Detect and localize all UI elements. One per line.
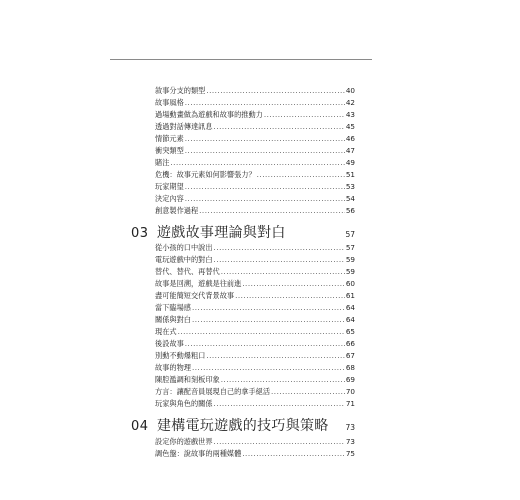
toc-entry-title: 透過對話傳達訊息 (155, 122, 213, 131)
toc-entry[interactable] (155, 145, 355, 157)
toc-entry[interactable] (155, 85, 355, 97)
toc-entry-title: 當下臨場感 (155, 303, 191, 312)
toc-entry-title: 故事風格 (155, 98, 184, 107)
toc-entry-page: 40 (345, 86, 355, 95)
toc-entry[interactable] (155, 314, 355, 326)
toc-entry-title: 電玩遊戲中的對白 (155, 255, 213, 264)
toc-entry-title: 決定內容 (155, 194, 184, 203)
leader-dots (214, 121, 345, 133)
toc-entry-page: 51 (345, 170, 355, 179)
toc-entry-page: 65 (345, 327, 355, 336)
toc-entry[interactable] (155, 374, 355, 386)
chapter-number: 03 (131, 226, 149, 241)
toc-entry-title: 賭注 (155, 158, 170, 167)
toc-entry[interactable] (155, 181, 355, 193)
leader-dots (170, 157, 344, 169)
toc-entry[interactable] (155, 338, 355, 350)
toc-entry-title: 創意製作過程 (155, 206, 199, 215)
leader-dots (271, 386, 345, 398)
toc-entry-page: 47 (345, 146, 355, 155)
chapter-title: 建構電玩遊戲的技巧與策略 (157, 418, 329, 434)
toc-entry[interactable] (155, 169, 355, 181)
leader-dots (185, 181, 345, 193)
chapter-page: 57 (345, 230, 355, 239)
toc-entry[interactable] (155, 121, 355, 133)
toc-entry-title: 現在式 (155, 327, 177, 336)
toc-entry[interactable] (155, 254, 355, 266)
toc-entry-page: 59 (345, 267, 355, 276)
toc-entry[interactable] (155, 193, 355, 205)
toc-entry[interactable] (155, 350, 355, 362)
toc-list-chapter-04 (155, 436, 355, 460)
leader-dots (214, 398, 345, 410)
toc-list-previous-chapter (155, 85, 355, 217)
toc-entry-page: 57 (345, 243, 355, 252)
leader-dots (221, 266, 345, 278)
toc-entry-title: 情節元素 (155, 134, 184, 143)
toc-entry-title: 故事的物理 (155, 363, 191, 372)
leader-dots (178, 326, 345, 338)
toc-entry[interactable] (155, 302, 355, 314)
toc-entry[interactable] (155, 266, 355, 278)
toc-entry-page: 59 (345, 255, 355, 264)
toc-entry-title: 危機：故事元素如何影響張力？ (155, 170, 256, 179)
leader-dots (192, 314, 345, 326)
toc-entry-page: 43 (345, 110, 355, 119)
toc-entry[interactable] (155, 109, 355, 121)
leader-dots (214, 436, 345, 448)
toc-entry-page: 75 (345, 449, 355, 458)
toc-entry[interactable] (155, 242, 355, 254)
toc-entry-page: 66 (345, 339, 355, 348)
toc-entry-title: 從小孩的口中說出 (155, 243, 213, 252)
toc-entry-title: 設定你的遊戲世界 (155, 437, 213, 446)
toc-entry-page: 67 (345, 351, 355, 360)
chapter-heading-03[interactable] (131, 222, 355, 242)
leader-dots (206, 85, 345, 97)
toc-entry-page: 64 (345, 315, 355, 324)
toc-entry-page: 42 (345, 98, 355, 107)
toc-entry-title: 盡可能簡短交代背景故事 (155, 291, 235, 300)
leader-dots (185, 145, 345, 157)
toc-entry-page: 70 (345, 387, 355, 396)
toc-entry-title: 過場動畫做為遊戲和故事的推動力 (155, 110, 263, 119)
leader-dots (264, 109, 345, 121)
toc-entry-title: 衝突類型 (155, 146, 184, 155)
chapter-number: 04 (131, 419, 149, 434)
leader-dots (185, 338, 345, 350)
toc-entry-title: 故事是回溯，遊戲是往前進 (155, 279, 242, 288)
toc-entry-title: 玩家期望 (155, 182, 184, 191)
header-rule (110, 59, 372, 60)
toc-entry-page: 56 (345, 206, 355, 215)
toc-entry-title: 別動不動爆粗口 (155, 351, 206, 360)
toc-list-chapter-03 (155, 242, 355, 410)
leader-dots (242, 448, 345, 460)
toc-entry-title: 陳腔濫調和刻板印象 (155, 375, 220, 384)
toc-entry[interactable] (155, 448, 355, 460)
leader-dots (206, 350, 345, 362)
toc-entry[interactable] (155, 362, 355, 374)
leader-dots (235, 290, 345, 302)
leader-dots (192, 362, 345, 374)
toc-entry-page: 49 (345, 158, 355, 167)
toc-entry[interactable] (155, 133, 355, 145)
toc-entry-title: 玩家與角色的關係 (155, 399, 213, 408)
leader-dots (214, 242, 345, 254)
toc-entry-page: 53 (345, 182, 355, 191)
toc-entry[interactable] (155, 290, 355, 302)
leader-dots (257, 169, 345, 181)
chapter-heading-04[interactable] (131, 415, 355, 435)
toc-entry-page: 46 (345, 134, 355, 143)
toc-entry-page: 64 (345, 303, 355, 312)
toc-entry[interactable] (155, 386, 355, 398)
leader-dots (185, 193, 345, 205)
toc-entry-title: 關係與對白 (155, 315, 191, 324)
toc-entry-page: 54 (345, 194, 355, 203)
toc-entry-title: 替代、替代、再替代 (155, 267, 220, 276)
leader-dots (214, 254, 345, 266)
chapter-title: 遊戲故事理論與對白 (157, 225, 286, 241)
toc-entry-title: 後設故事 (155, 339, 184, 348)
toc-entry[interactable] (155, 398, 355, 410)
toc-entry-page: 61 (345, 291, 355, 300)
toc-entry[interactable] (155, 205, 355, 217)
toc-entry[interactable] (155, 97, 355, 109)
toc-entry-title: 調色盤：說故事的兩種媒體 (155, 449, 242, 458)
toc-entry-page: 73 (345, 437, 355, 446)
chapter-page: 73 (345, 423, 355, 432)
toc-entry-page: 68 (345, 363, 355, 372)
toc-entry-page: 45 (345, 122, 355, 131)
toc-entry[interactable] (155, 436, 355, 448)
toc-entry[interactable] (155, 278, 355, 290)
toc-entry-title: 方言：讓配音員展現自己的拿手絕活 (155, 387, 271, 396)
leader-dots (199, 205, 345, 217)
toc-entry-page: 71 (345, 399, 355, 408)
toc-entry-page: 69 (345, 375, 355, 384)
leader-dots (185, 133, 345, 145)
leader-dots (242, 278, 345, 290)
toc-entry[interactable] (155, 157, 355, 169)
toc-entry-title: 敘事分支的類型 (155, 86, 206, 95)
leader-dots (185, 97, 345, 109)
toc-entry-page: 60 (345, 279, 355, 288)
toc-entry[interactable] (155, 326, 355, 338)
leader-dots (221, 374, 345, 386)
leader-dots (192, 302, 345, 314)
